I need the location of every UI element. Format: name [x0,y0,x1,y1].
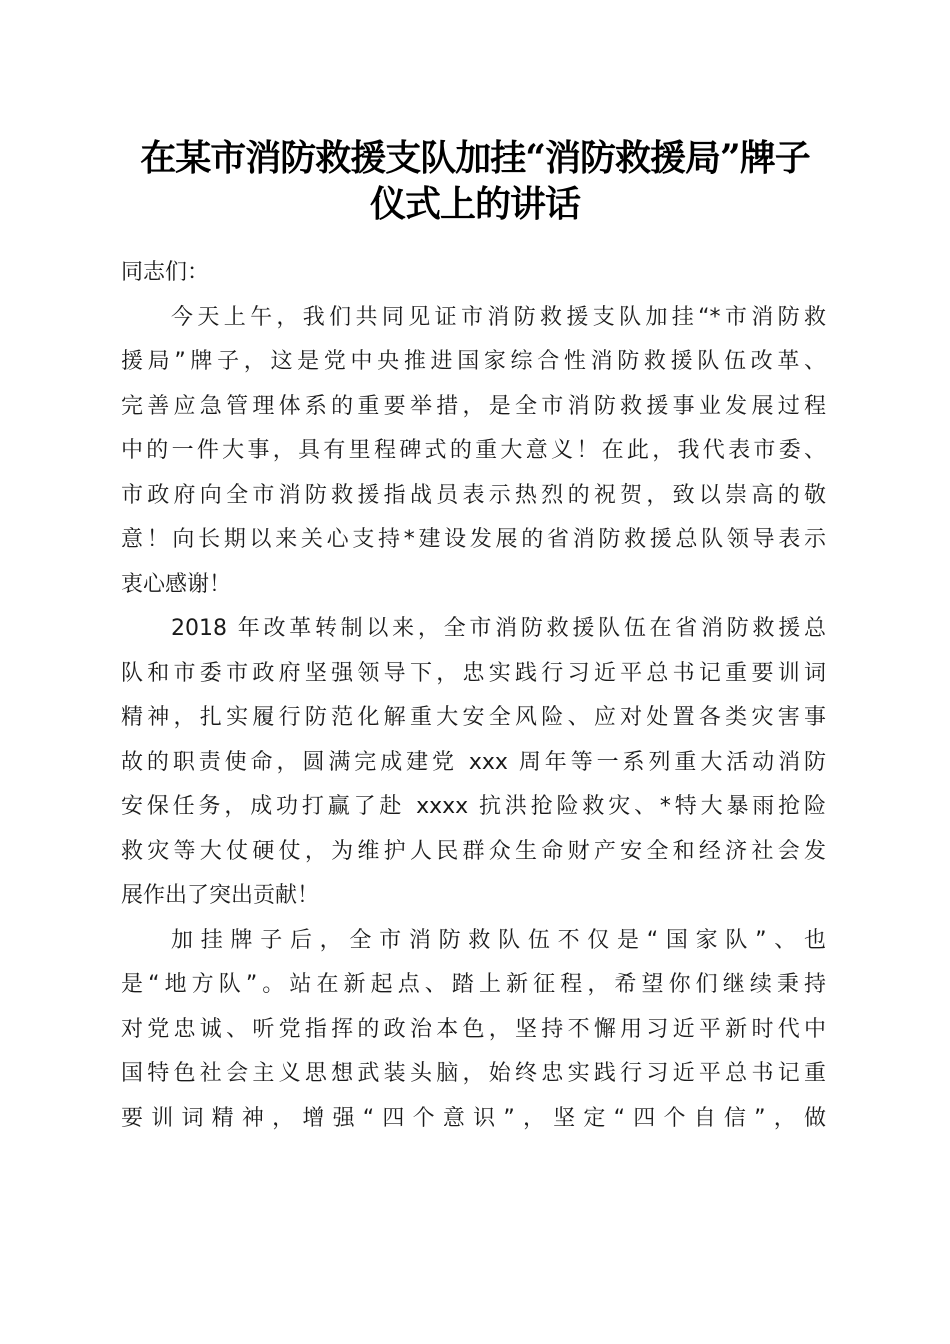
paragraph-line: 安保任务，成功打赢了赴 xxxx 抗洪抢险救灾、*特大暴雨抢险 [121,794,826,819]
paragraph-1 [121,296,826,608]
paragraph-line: 援局”牌子，这是党中央推进国家综合性消防救援队伍改革、 [121,349,826,374]
paragraph-line: 2018 年改革转制以来，全市消防救援队伍在省消防救援总 [171,616,826,641]
paragraph-2 [121,607,826,919]
paragraph-line: 故的职责使命，圆满完成建党 xxx 周年等一系列重大活动消防 [121,749,826,775]
paragraph-line: 要训词精神，增强“四个意识”，坚定“四个自信”，做 [121,1105,826,1131]
paragraph-line: 是“地方队”。站在新起点、踏上新征程，希望你们继续秉持 [121,972,826,997]
title-line-1: 在某市消防救援支队加挂“消防救援局”牌子 [140,137,810,179]
paragraph-3 [121,919,826,1142]
paragraph-line: 队和市委市政府坚强领导下，忠实践行习近平总书记重要训词 [121,660,826,686]
paragraph-line: 今天上午，我们共同见证市消防救援支队加挂“*市消防救 [171,304,826,330]
paragraph-line: 市政府向全市消防救援指战员表示热烈的祝贺，致以崇高的敬 [121,482,826,508]
title-line-2: 仪式上的讲话 [369,183,580,225]
paragraph-line: 救灾等大仗硬仗，为维护人民群众生命财产安全和经济社会发 [121,838,826,864]
paragraph-line: 精神，扎实履行防范化解重大安全风险、应对处置各类灾害事 [121,705,826,730]
paragraph-line: 意！向长期以来关心支持*建设发展的省消防救援总队领导表示 [121,527,826,552]
paragraph-line: 衷心感谢！ [121,571,232,597]
document-body [121,251,826,1141]
paragraph-line: 国特色社会主义思想武装头脑，始终忠实践行习近平总书记重 [121,1061,826,1086]
paragraph-line: 中的一件大事，具有里程碑式的重大意义！在此，我代表市委、 [121,438,826,463]
paragraph-line: 完善应急管理体系的重要举措，是全市消防救援事业发展过程 [121,393,826,419]
document-title [0,135,950,227]
paragraph-line: 展作出了突出贡献！ [121,883,320,908]
paragraph-line: 加挂牌子后，全市消防救队伍不仅是“国家队”、也 [171,927,826,953]
paragraph-line: 对党忠诚、听党指挥的政治本色，坚持不懈用习近平新时代中 [121,1016,826,1042]
salutation: 同志们： [121,260,210,285]
